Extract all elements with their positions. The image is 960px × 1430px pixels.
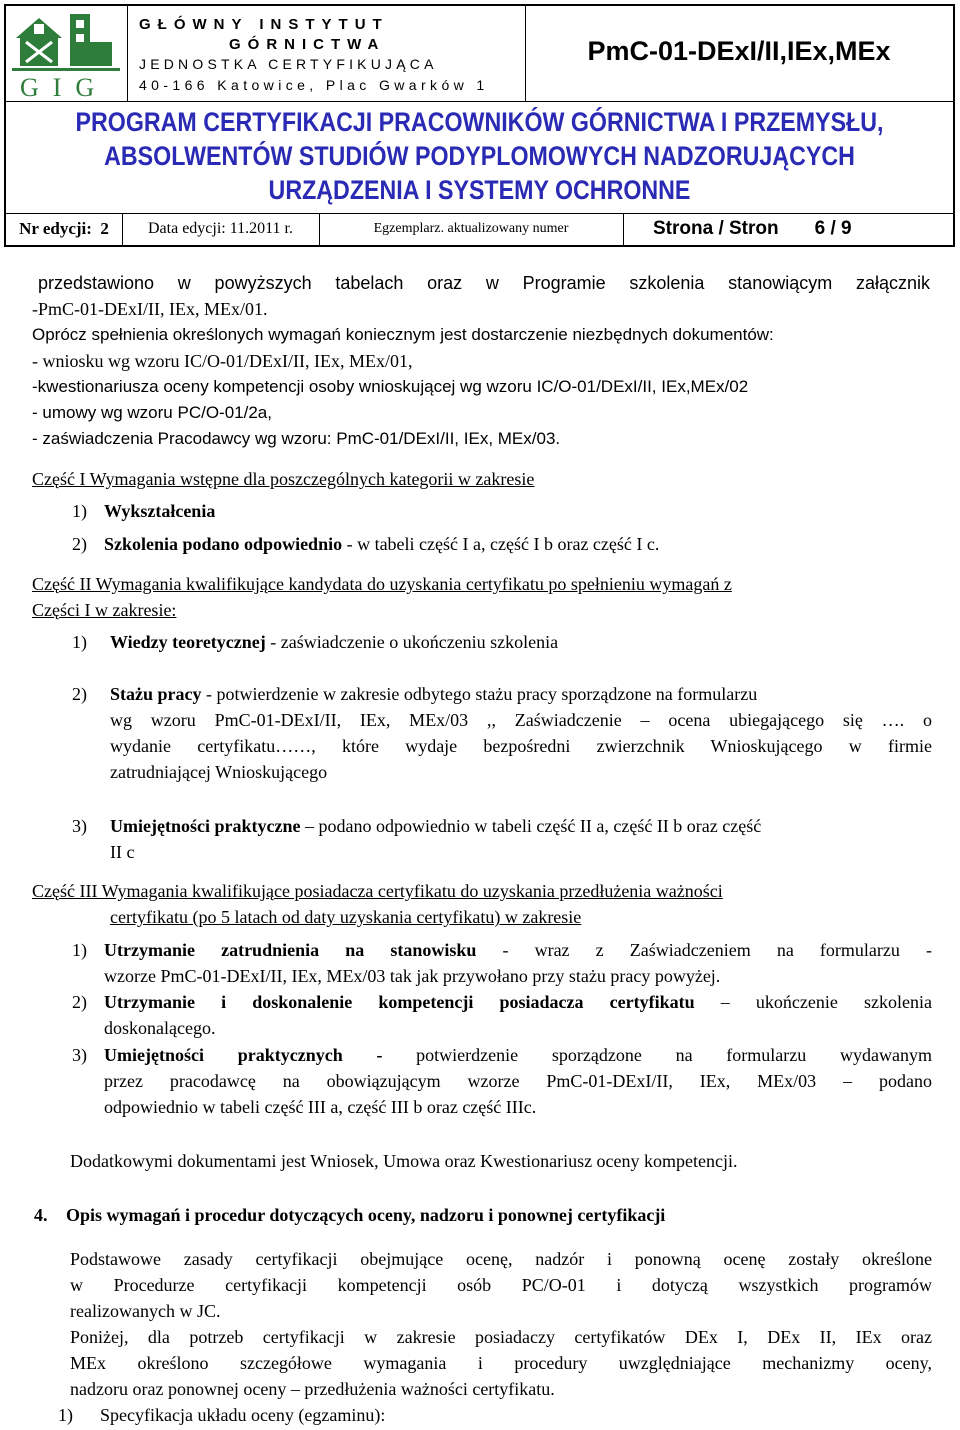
documents-item-2: -kwestionariusza oceny kompetencji osoby wnioskującej wg wzoru IC/O-01/DExI/II, IEx,MEx/02 bbox=[32, 377, 749, 396]
date-value: 11.2011 r. bbox=[229, 220, 293, 237]
part2-item3-line1: Umiejętności praktyczne – podano odpowiednio w tabeli część II a, część II b oraz część bbox=[110, 816, 762, 836]
page-cell bbox=[623, 213, 953, 245]
part2-item2-line3: wydanie certyfikatu……, które wydaje bezpośredni zwierzchnik Wnioskującego w firmie bbox=[110, 736, 932, 756]
part2-item3-num: 3) bbox=[72, 816, 87, 836]
document-code-cell bbox=[525, 6, 953, 102]
documents-item-1: - wniosku wg wzoru IC/O-01/DExI/II, IEx, MEx/01, bbox=[32, 351, 413, 371]
institute-address: 40-166 Katowice, Plac Gwarków 1 bbox=[139, 77, 489, 93]
part3-item2-line1: Utrzymanie i doskonalenie kompetencji posiadacza certyfikatu – ukończenie szkolenia bbox=[104, 992, 932, 1012]
section4-p2-line3: nadzoru oraz ponownej oceny – przedłużenia ważności certyfikatu. bbox=[70, 1379, 555, 1399]
part3-item1-line2: wzorze PmC-01-DExI/II, IEx, MEx/03 tak jak przywołano przy stażu pracy powyżej. bbox=[104, 966, 721, 986]
program-title-line2: ABSOLWENTÓW STUDIÓW PODYPLOMOWYCH NADZORUJĄCYCH bbox=[104, 141, 855, 171]
part3-item3-line3: odpowiednio w tabeli część III a, część III b oraz część IIIc. bbox=[104, 1097, 537, 1117]
documents-item-4: - zaświadczenia Pracodawcy wg wzoru: PmC-01/DExI/II, IEx, MEx/03. bbox=[32, 429, 561, 448]
part3-item3-num: 3) bbox=[72, 1045, 87, 1065]
part3-item3-line2: przez pracodawcę na obowiązującym wzorze PmC-01-DExI/II, IEx, MEx/03 – podano bbox=[104, 1071, 932, 1091]
page-value: 6 / 9 bbox=[814, 218, 852, 239]
part3-item1-num: 1) bbox=[72, 940, 87, 960]
edition-label: Nr edycji: bbox=[19, 219, 92, 238]
part2-item3-line2: II c bbox=[110, 842, 135, 862]
documents-item-3: - umowy wg wzoru PC/O-01/2a, bbox=[32, 403, 272, 422]
section4-p1-line2: w Procedurze certyfikacji kompetencji osób PC/O-01 i dotyczą wszystkich programów bbox=[70, 1275, 932, 1295]
section4-p1-line1: Podstawowe zasady certyfikacji obejmujące ocenę, nadzór i ponowną ocenę zostały określone bbox=[70, 1249, 932, 1269]
gig-logo-icon bbox=[6, 6, 127, 101]
part3-item2-line2: doskonalącego. bbox=[104, 1018, 216, 1038]
section4-number: 4. bbox=[34, 1205, 48, 1225]
logo-cell bbox=[6, 6, 128, 102]
part3-item3-line1: Umiejętności praktycznych - potwierdzenie sporządzone na formularzu wydawanym bbox=[104, 1045, 932, 1065]
part1-heading: Część I Wymagania wstępne dla poszczególnych kategorii w zakresie bbox=[32, 469, 535, 489]
section4-p1-line3: realizowanych w JC. bbox=[70, 1301, 221, 1321]
institute-cell bbox=[127, 6, 526, 102]
edition-cell bbox=[6, 213, 123, 245]
part2-item2-line4: zatrudniającej Wnioskującego bbox=[110, 762, 328, 782]
edition-value: 2 bbox=[100, 219, 109, 238]
part1-item2: Szkolenia podano odpowiednio - w tabeli część I a, część I b oraz część I c. bbox=[104, 534, 660, 554]
page-label: Strona / Stron bbox=[653, 218, 779, 239]
documents-intro: Oprócz spełnienia określonych wymagań koniecznym jest dostarczenie niezbędnych dokumentów: bbox=[32, 325, 774, 344]
logo-text: GIG bbox=[20, 73, 109, 101]
part3-heading-line1: Część III Wymagania kwalifikujące posiadacza certyfikatu do uzyskania przedłużenia ważności bbox=[32, 881, 723, 901]
paragraph-intro-line1: przedstawiono w powyższych tabelach oraz w Programie szkolenia stanowiącym załącznik bbox=[38, 273, 930, 293]
institute-name-line1: GŁÓWNY INSTYTUT bbox=[139, 16, 389, 33]
part2-heading-line1: Część II Wymagania kwalifikujące kandydata do uzyskania certyfikatu po spełnieniu wymagań z bbox=[32, 574, 732, 594]
program-title-line3: URZĄDZENIA I SYSTEMY OCHRONNE bbox=[268, 175, 691, 205]
additional-documents: Dodatkowymi dokumentami jest Wniosek, Umowa oraz Kwestionariusz oceny kompetencji. bbox=[70, 1151, 738, 1171]
part2-item2-line2: wg wzoru PmC-01-DExI/II, IEx, MEx/03 ,, Zaświadczenie – ocena ubiegającego się …. o bbox=[110, 710, 932, 730]
section4-p2-line1: Poniżej, dla potrzeb certyfikacji w zakresie posiadaczy certyfikatów DEx I, DEx II, IEx oraz bbox=[70, 1327, 932, 1347]
copy-cell bbox=[319, 213, 624, 245]
part3-heading-line2: certyfikatu (po 5 latach od daty uzyskania certyfikatu) w zakresie bbox=[110, 907, 582, 927]
part1-item1-num: 1) bbox=[72, 501, 87, 521]
part2-item2-line1: Stażu pracy - potwierdzenie w zakresie odbytego stażu pracy sporządzone na formularzu bbox=[110, 684, 758, 704]
part3-item1-line1: Utrzymanie zatrudnienia na stanowisku - wraz z Zaświadczeniem na formularzu - bbox=[104, 940, 932, 960]
institute-unit: JEDNOSTKA CERTYFIKUJĄCA bbox=[139, 56, 438, 72]
date-cell bbox=[122, 213, 320, 245]
section4-item1: Specyfikacja układu oceny (egzaminu): bbox=[100, 1405, 386, 1425]
section4-title: Opis wymagań i procedur dotyczących oceny, nadzoru i ponownej certyfikacji bbox=[66, 1205, 666, 1225]
document-header bbox=[4, 4, 955, 247]
section4-item1-num: 1) bbox=[58, 1405, 73, 1425]
part2-item1-num: 1) bbox=[72, 632, 87, 652]
program-title-line1: PROGRAM CERTYFIKACJI PRACOWNIKÓW GÓRNICTWA I PRZEMYSŁU, bbox=[75, 107, 884, 137]
part1-item1: Wykształcenia bbox=[104, 501, 216, 521]
date-label: Data edycji: bbox=[147, 220, 226, 237]
institute-name-line2: GÓRNICTWA bbox=[229, 36, 386, 53]
document-meta-row bbox=[6, 213, 953, 245]
part2-item1: Wiedzy teoretycznej - zaświadczenie o ukończeniu szkolenia bbox=[110, 632, 559, 652]
part1-item2-num: 2) bbox=[72, 534, 87, 554]
part2-item2-num: 2) bbox=[72, 684, 87, 704]
paragraph-intro-line2: -PmC-01-DExI/II, IEx, MEx/01. bbox=[32, 299, 268, 319]
section4-p2-line2: MEx określono szczegółowe wymagania i procedury uwzględniające mechanizmy oceny, bbox=[70, 1353, 932, 1373]
part2-heading-line2: Części I w zakresie: bbox=[32, 600, 177, 620]
part3-item2-num: 2) bbox=[72, 992, 87, 1012]
document-code: PmC-01-DExI/II,IEx,MEx bbox=[587, 36, 891, 66]
program-title-cell bbox=[6, 101, 953, 214]
copy-text: Egzemplarz. aktualizowany numer bbox=[373, 221, 569, 236]
